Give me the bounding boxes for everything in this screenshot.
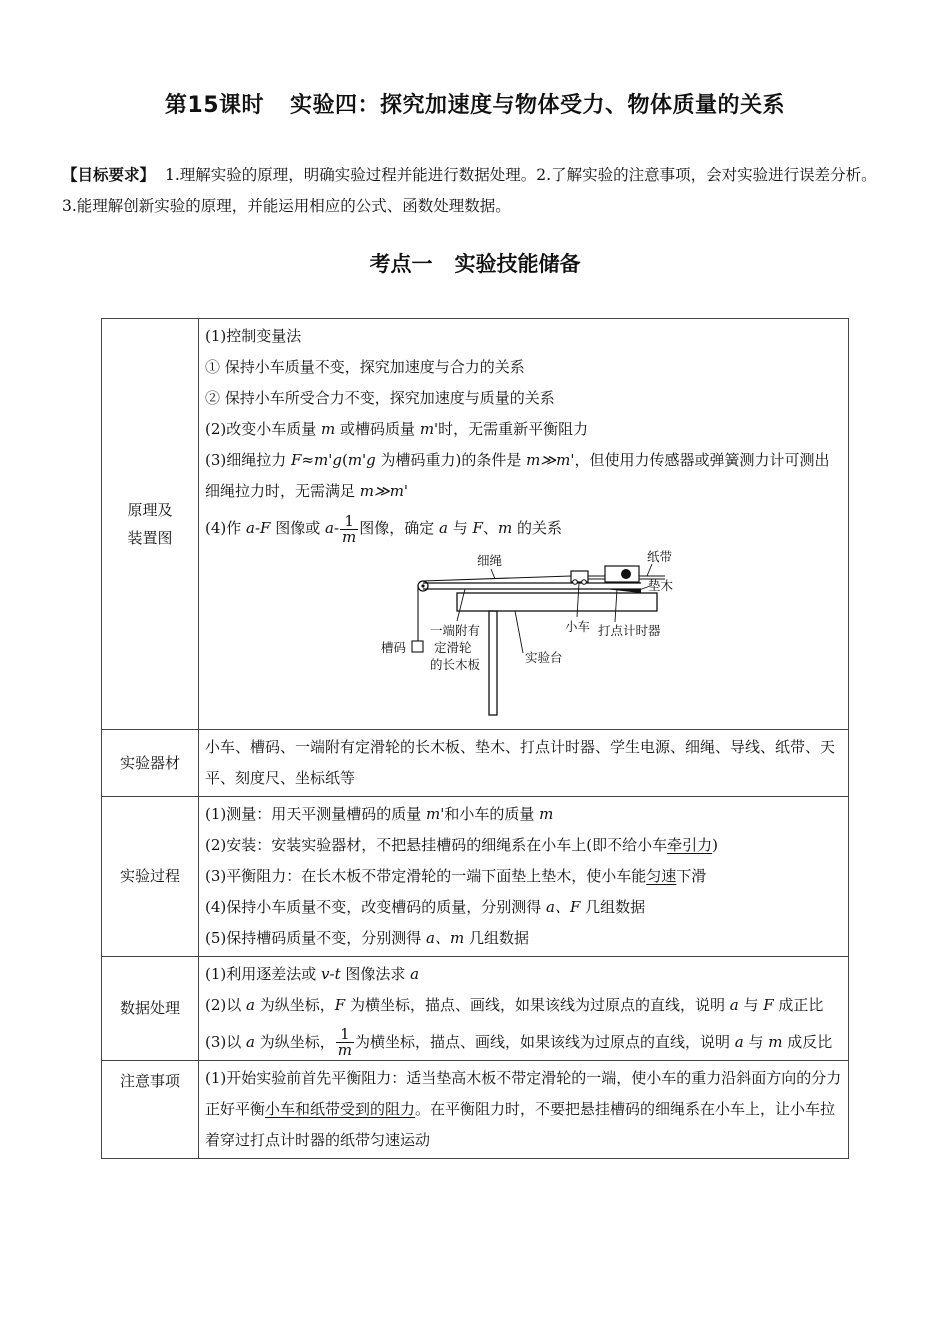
lab-table-top (457, 593, 657, 611)
text-line: (3)细绳拉力 F≈m'g(m'g 为槽码重力)的条件是 m≫m'，但使用力传感器或弹簧测力计可测出细绳拉力时，无需满足 m≫m' (205, 451, 830, 500)
row-head-notes: 注意事项 (102, 1061, 199, 1159)
lesson-title: 实验四：探究加速度与物体受力、物体质量的关系 (290, 93, 786, 118)
blank-answer: 小车和纸带受到的阻力 (265, 1100, 416, 1118)
label-tape: 纸带 (647, 548, 673, 564)
text-line: ② 保持小车所受合力不变，探究加速度与质量的关系 (205, 389, 555, 407)
lesson-number: 第15课时 (164, 93, 265, 118)
goal-text: 1.理解实验的原理，明确实验过程并能进行数据处理。2.了解实验的注意事项，会对实验进行误差分析。3.能理解创新实验的原理，并能运用相应的公式、函数处理数据。 (62, 166, 877, 215)
section-heading (0, 248, 950, 278)
label-table: 实验台 (525, 649, 563, 665)
row-principle (102, 319, 849, 730)
text-line: (4)保持小车质量不变，改变槽码的质量，分别测得 a、F 几组数据 (205, 897, 646, 916)
text-line: (3)以 a 为纵坐标， $\frac{1}{m}$ 为横坐标，描点、画线，如果该线为过原点的直线，说明 a 与 m 成反比 (205, 1025, 833, 1059)
row-head-data: 数据处理 (102, 956, 199, 1061)
row-head-equipment: 实验器材 (102, 729, 199, 796)
label-board-1: 一端附有 (430, 622, 481, 638)
label-board-2: 定滑轮 (434, 639, 472, 655)
text-line: (5)保持槽码质量不变，分别测得 a、m 几组数据 (205, 928, 529, 947)
section-number: 考点一 (369, 252, 433, 276)
row-body-process (199, 796, 849, 956)
row-notes (102, 1061, 849, 1159)
label-pad: 垫木 (648, 577, 674, 593)
row-head-principle (102, 319, 199, 730)
text-line: (1)测量：用天平测量槽码的质量 m'和小车的质量 m (205, 804, 554, 823)
row-head-line: 原理及 (127, 500, 173, 519)
section-title: 实验技能储备 (454, 252, 581, 276)
rope (423, 576, 571, 581)
row-data (102, 956, 849, 1061)
row-body-data (199, 956, 849, 1061)
text-line: (3)平衡阻力：在长木板不带定滑轮的一端下面垫上垫木，使小车能匀速下滑 (205, 866, 707, 885)
label-rope: 细绳 (477, 552, 503, 568)
apparatus-diagram (365, 549, 675, 719)
label-weight: 槽码 (381, 639, 407, 655)
row-head-process: 实验过程 (102, 796, 199, 956)
text-line: (4)作 a-F 图像或 a- $\frac{1}{m}$ 图像，确定 a 与 F、m 的关系 (205, 511, 562, 546)
label-cart: 小车 (565, 618, 591, 634)
row-body-notes: (1)开始实验前首先平衡阻力：适当垫高木板不带定滑轮的一端，使小车的重力沿斜面方向的分力正好平衡小车和纸带受到的阻力。在平衡阻力时，不要把悬挂槽码的细绳系在小车上，让小车拉着穿过打点计时器的纸带匀速运动 (199, 1061, 849, 1159)
experiment-table (101, 318, 849, 1159)
row-process (102, 796, 849, 956)
weight-block (412, 641, 423, 652)
text-line: (1)利用逐差法或 v-t 图像法求 a (205, 964, 420, 983)
row-body-equipment: 小车、槽码、一端附有定滑轮的长木板、垫木、打点计时器、学生电源、细绳、导线、纸带、天平、刻度尺、坐标纸等 (199, 729, 849, 796)
blank-answer: 匀速 (646, 866, 677, 885)
fraction-one-over-m: $\frac{1}{m}$ (342, 511, 357, 546)
page-title (0, 88, 950, 119)
goal-paragraph (62, 160, 882, 222)
lab-table-leg (489, 611, 497, 715)
blank-answer: 牵引力 (667, 835, 713, 854)
text-line: (2)以 a 为纵坐标，F 为横坐标，描点、画线，如果该线为过原点的直线，说明 a 与 F 成正比 (205, 995, 824, 1014)
goal-tag: 【目标要求】 (62, 166, 156, 184)
label-timer: 打点计时器 (598, 622, 661, 638)
row-equipment (102, 729, 849, 796)
label-board-3: 的长木板 (430, 656, 481, 672)
fraction-one-over-m: $\frac{1}{m}$ (337, 1025, 352, 1059)
row-head-line: 装置图 (127, 528, 173, 547)
row-body-principle (199, 319, 849, 730)
text-line: (2)安装：安装实验器材，不把悬挂槽码的细绳系在小车上(即不给小车牵引力) (205, 835, 718, 854)
text-line: (2)改变小车质量 m 或槽码质量 m'时，无需重新平衡阻力 (205, 420, 589, 438)
text-line: ① 保持小车质量不变，探究加速度与合力的关系 (205, 358, 525, 376)
text-line: (1)控制变量法 (205, 327, 302, 345)
